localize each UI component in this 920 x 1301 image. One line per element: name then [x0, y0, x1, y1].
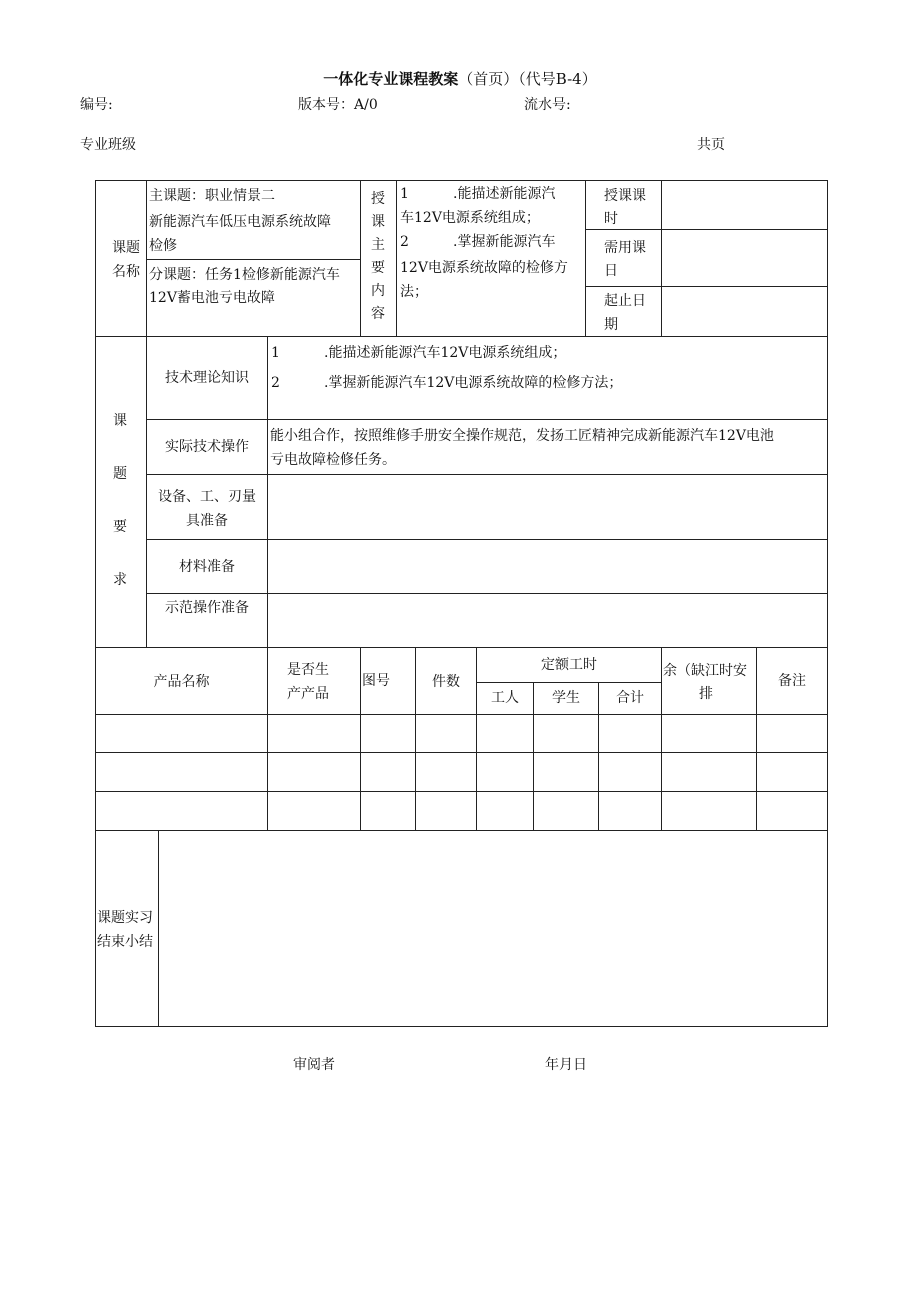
col-total: 合计: [616, 690, 644, 706]
theory-2-text: .掌握新能源汽车12V电源系统故障的检修方法；: [324, 375, 623, 391]
date-range-l2: 期: [604, 317, 618, 333]
sub-topic-line2: 12V蓄电池亏电故障: [149, 290, 275, 306]
col-is-product-l1: 是否生: [287, 662, 329, 678]
content-1-line2: 车12V电源系统组成；: [400, 210, 540, 226]
content-1-num: 1: [400, 186, 409, 202]
col-remarks: 备注: [778, 673, 806, 689]
material-label: 材料准备: [179, 559, 235, 575]
teach-time-l2: 时: [604, 211, 618, 227]
col-worker: 工人: [491, 690, 519, 706]
content-2-num: 2: [400, 234, 409, 250]
content-2-line2: 12V电源系统故障的检修方: [400, 260, 568, 276]
serial-label: 流水号:: [524, 97, 571, 113]
sub-topic-line1: 分课题：任务1检修新能源汽车: [149, 267, 340, 283]
pages-label: 共页: [697, 137, 725, 153]
theory-2-num: 2: [271, 375, 280, 391]
date-label: 年月日: [545, 1057, 587, 1073]
equipment-label-l2: 具准备: [186, 513, 228, 529]
theory-1-text: .能描述新能源汽车12V电源系统组成；: [324, 345, 567, 361]
requirements-label: 课题要求: [113, 413, 127, 588]
col-drawing-no: 图号: [362, 673, 390, 689]
need-days-l1: 需用课: [604, 240, 646, 256]
col-product-name: 产品名称: [153, 674, 210, 690]
date-range-l1: 起止日: [604, 293, 646, 309]
teach-content-label: 授课主要内容: [371, 191, 385, 322]
col-remain-l2: 排: [699, 686, 713, 702]
col-quota-hours: 定额工时: [541, 657, 597, 673]
equipment-label-l1: 设备、工、刃量: [158, 489, 256, 505]
col-is-product-l2: 产产品: [287, 686, 329, 702]
summary-label-l1: 课题实习: [97, 910, 153, 926]
need-days-l2: 日: [604, 263, 618, 279]
practice-line1: 能小组合作，按照维修手册安全操作规范，发扬工匠精神完成新能源汽车12V电池: [270, 428, 774, 444]
title-main: 一体化专业课程教案: [323, 70, 459, 88]
code-label: 编号:: [80, 97, 113, 113]
theory-label: 技术理论知识: [165, 370, 249, 386]
col-remain-l1: 余（缺江时安: [663, 663, 747, 679]
content-2-line3: 法；: [400, 284, 428, 300]
version-label: 版本号：A/0: [298, 97, 378, 113]
main-topic-line2: 新能源汽车低压电源系统故障: [149, 214, 331, 230]
summary-label-l2: 结束小结: [97, 934, 153, 950]
demo-label: 示范操作准备: [165, 600, 249, 616]
reviewer-label: 审阅者: [293, 1057, 335, 1073]
class-label: 专业班级: [80, 137, 136, 153]
content-2-line1: .掌握新能源汽车: [453, 234, 556, 250]
practice-label: 实际技术操作: [165, 439, 249, 455]
col-count: 件数: [432, 674, 460, 690]
title-suffix: （首页）（代号B-4）: [458, 70, 597, 88]
summary-content-area[interactable]: [160, 832, 826, 1024]
topic-label: [108, 236, 144, 284]
main-topic-line1: 主课题：职业情景二: [149, 188, 275, 204]
main-topic-line3: 检修: [149, 238, 177, 254]
theory-1-num: 1: [271, 345, 280, 361]
practice-line2: 亏电故障检修任务。: [270, 452, 396, 468]
content-1-line1: .能描述新能源汽: [453, 186, 556, 202]
topic-label-text: 课题名称: [112, 240, 140, 280]
col-student: 学生: [552, 690, 580, 706]
document-title: [0, 68, 920, 89]
teach-time-l1: 授课课: [604, 188, 646, 204]
